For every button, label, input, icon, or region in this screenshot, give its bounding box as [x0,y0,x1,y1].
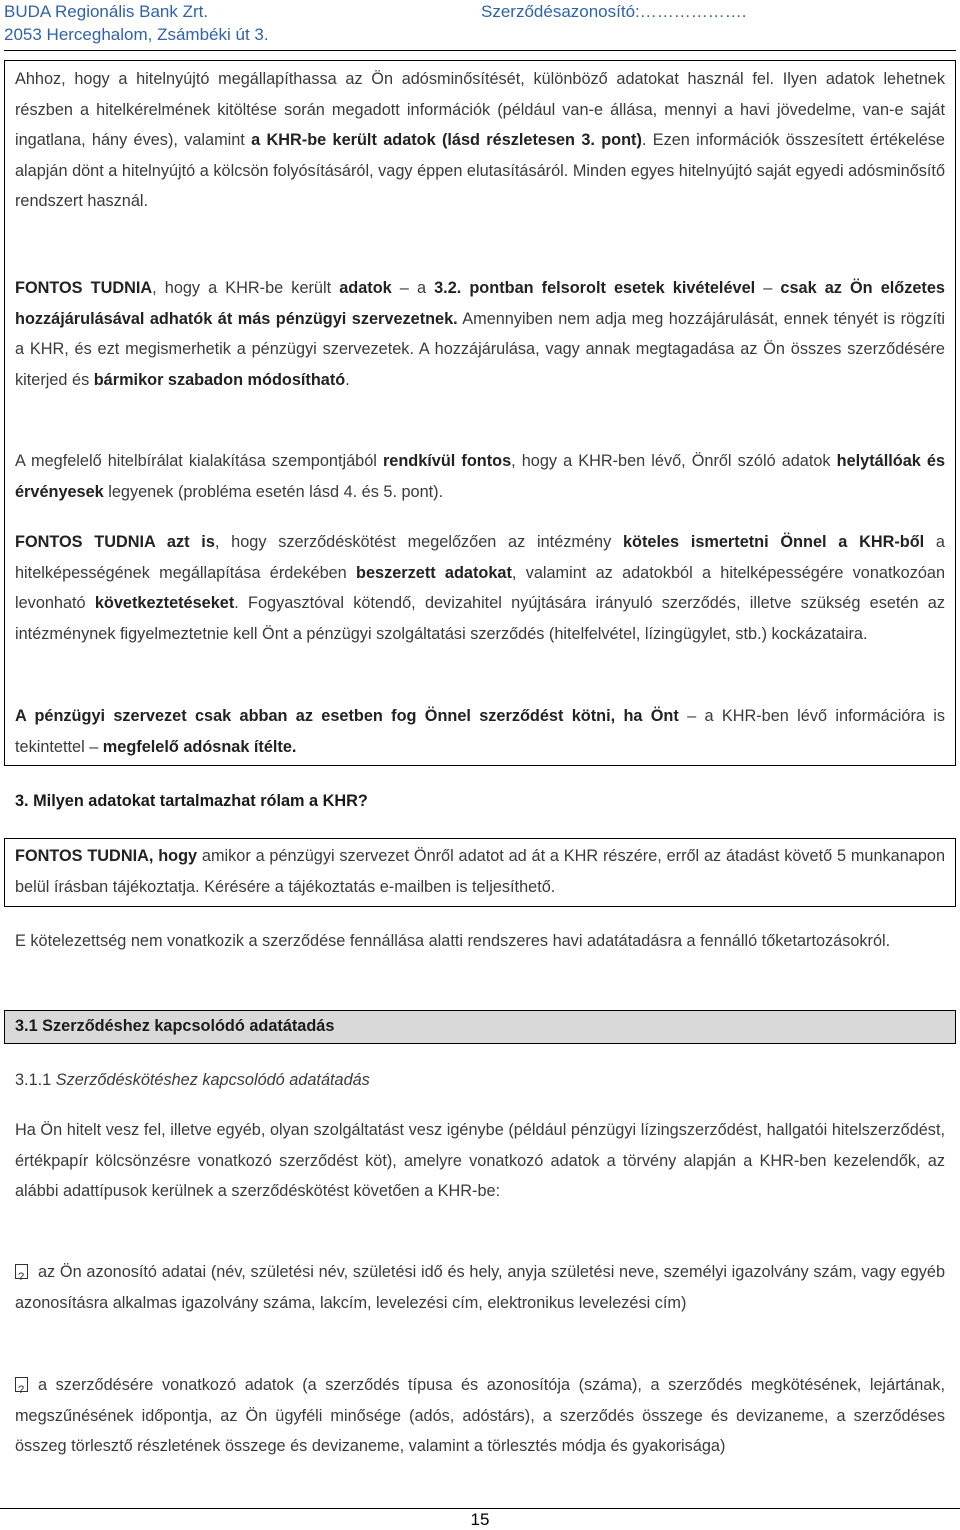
text-bold: 3.2. pontban felsorolt esetek kivételével [434,279,756,297]
text: . Fogyasztóval kötendő, devizahitel nyújtására irányuló szerződés, illetve szükség esetén az intézménynek figyelmeztetnie kell Önt a pénzügyi szolgáltatási szerződés (hitelfelvétel, lízingügylet, stb.) kockázataira. [15,594,945,643]
bank-address: 2053 Herceghalom, Zsámbéki út 3. [4,25,269,44]
footer-rule [0,1508,960,1509]
text-bold: bármikor szabadon módosítható [93,370,346,389]
text-bold: adatok [339,279,392,297]
text-bold: FONTOS TUDNIA azt is [15,533,215,551]
header-left [4,0,269,46]
text: – [755,279,781,297]
text-bold: FONTOS TUDNIA [15,279,153,297]
text: a hitelképességének megállapítása érdekében [15,533,945,582]
text-bold: beszerzett adatokat [356,563,512,582]
paragraph-notification [15,841,945,902]
text: , hogy szerződéskötést megelőzően az intézmény [214,533,623,551]
checkbox-bullet-icon [15,1264,28,1279]
text: . Ezen információk összesített értékelése alapján dönt a hitelnyújtó a kölcsön folyósításáról, vagy éppen elutasításáról. Minden egyes hitelnyújtó saját egyedi adósminősítő rendszert használ. [15,131,945,211]
paragraph-intro: Ha Ön hitelt vesz fel, illetve egyéb, olyan szolgáltatást vesz igénybe (például pénzügyi lízingszerződést, hallgatói hitelszerződést, értékpapír kölcsönzésre vonatkozó szerződést köt), amelyre vonatkozó adatok a törvény alapján a KHR-ben kezelendők, az alábbi adattípusok kerülnek a szerződéskötést követően a KHR-be: [15,1121,945,1201]
header-rule [4,50,956,51]
text: , hogy a KHR-be került [152,279,340,297]
section-3-1-heading: 3.1 Szerződéshez kapcsolódó adatátadás [15,1017,335,1035]
paragraph-consent [15,273,945,395]
section-number: 3.1.1 [15,1071,56,1089]
section-title: Szerződéskötéshez kapcsolódó adatátadás [55,1071,370,1089]
bank-name: BUDA Regionális Bank Zrt. [4,2,209,21]
text: Ahhoz, hogy a hitelnyújtó megállapíthassa az Ön adósminősítését, különböző adatokat használ fel. Ilyen adatok lehetnek részben a hitelkérelmének kitöltése során megadott információk (például van-e állása, mennyi a havi jövedelme, van-e saját ingatlana, hány éves), valamint [15,70,945,150]
text: , valamint az adatokból a hitelképességére vonatkozóan levonható [15,563,945,613]
text-bold: helytállóak és érvényesek [15,452,945,501]
text: , hogy a KHR-ben lévő, Önről szóló adatok [511,452,837,470]
text: . [345,370,350,389]
text-bold: megfelelő adósnak ítélte. [102,737,297,756]
text-bold: rendkívül fontos [382,452,512,470]
text: – a KHR-ben lévő információra is tekintettel – [15,707,945,756]
section-3-1-1-heading [15,1065,945,1096]
paragraph-credit-rating [15,64,945,217]
list-item-text: a szerződésére vonatkozó adatok (a szerződés típusa és azonosítója (száma), a szerződés megkötésének, lejártának, megszűnésének időpontja, az Ön ügyféli minősége (adós, adóstárs), a szerződés összege és devizaneme, a szerződéses összeg törlesztő részletének összege és devizaneme, valamint a törlesztés módja és gyakorisága) [15,1376,945,1456]
text-bold: csak az Ön előzetes hozzájárulásával adhatók át más pénzügyi szervezetnek. [15,279,945,328]
text-bold: FONTOS TUDNIA, hogy [15,847,198,865]
text: amikor a pénzügyi szervezet Önről adatot ad át a KHR részére, erről az átadást követő 5 munkanapon belül írásban tájékoztatja. Kérésére a tájékoztatás e-mailben is teljesíthető. [15,847,945,896]
text: A megfelelő hitelbírálat kialakítása szempontjából [15,452,383,470]
text-bold: a KHR-be került adatok (lásd részletesen 3. pont) [251,131,642,150]
text-bold: A pénzügyi szervezet csak abban az esetben fog Önnel szerződést kötni, ha Önt [15,707,679,725]
checkbox-bullet-icon [15,1377,28,1392]
section-3-heading: 3. Milyen adatokat tartalmazhat rólam a KHR? [15,792,368,810]
list-item [15,1257,945,1318]
text-bold: következtetéseket [94,594,235,613]
list-item [15,1370,945,1462]
contract-id-label: Szerződésazonosító:………………. [481,2,747,21]
text-bold: köteles ismertetni Önnel a KHR-ből [622,533,925,551]
page-number: 15 [470,1510,490,1529]
text: – a [391,279,435,297]
list-item-text: az Ön azonosító adatai (név, születési név, születési idő és hely, anyja születési neve, személyi igazolvány szám, vagy egyéb azonosításra alkalmas igazolvány száma, lakcím, levelezési cím, elektronikus levelezési cím) [15,1263,945,1312]
text: Amennyiben nem adja meg hozzájárulását, ennek tényét is rögzíti a KHR, és ezt megismerhetik a pénzügyi szervezetek. A hozzájárulása, vagy annak megtagadása az Ön összes szerződésére kiterjed és [15,309,945,389]
paragraph-eligibility [15,701,945,762]
paragraph-data-accuracy [15,446,945,507]
paragraph-disclosure-duty [15,527,945,649]
paragraph-obligation-exception: E kötelezettség nem vonatkozik a szerződése fennállása alatti rendszeres havi adatátadásra a fennálló tőketartozásokról. [15,932,891,950]
text: legyenek (probléma esetén lásd 4. és 5. pont). [103,482,444,501]
